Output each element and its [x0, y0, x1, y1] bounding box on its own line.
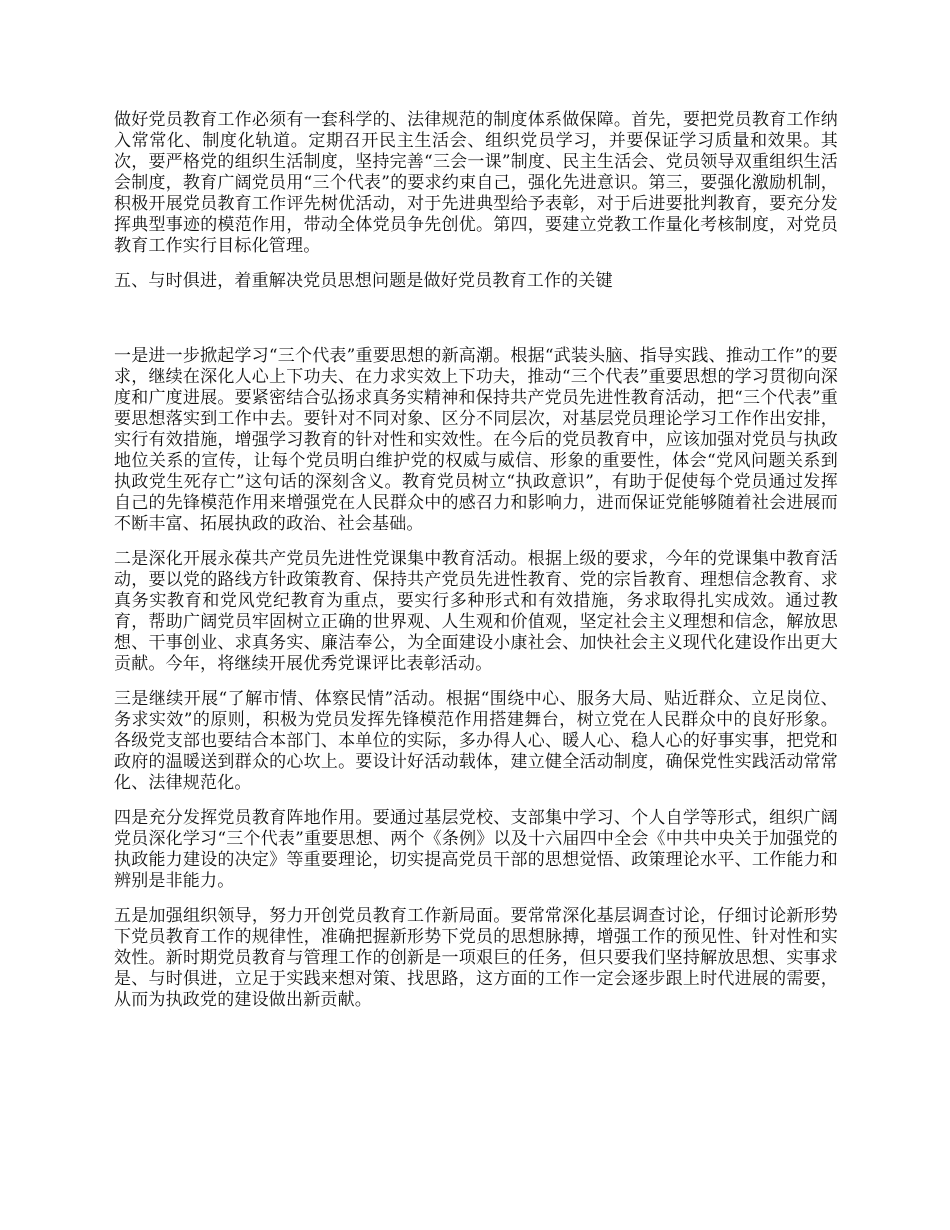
- paragraph-4: 四是充分发挥党员教育阵地作用。要通过基层党校、支部集中学习、个人自学等形式，组织广阔党员深化学习“三个代表”重要思想、两个《条例》以及十六届四中全会《中共中央关于加强党的执政能力建设的决定》等重要理论，切实提高党员干部的思想觉悟、政策理论水平、工作能力和辨别是非能力。: [114, 808, 838, 891]
- document-body: [114, 110, 838, 1025]
- intro-paragraph: 做好党员教育工作必须有一套科学的、法律规范的制度体系做保障。首先，要把党员教育工作纳入常常化、制度化轨道。定期召开民主生活会、组织党员学习，并要保证学习质量和效果。其次，要严格党的组织生活制度，坚持完善“三会一课”制度、民主生活会、党员领导双重组织生活会制度，教育广阔党员用“三个代表”的要求约束自己，强化先进意识。第三，要强化激励机制，积极开展党员教育工作评先树优活动，对于先进典型给予表彰，对于后进要批判教育，要充分发挥典型事迹的模范作用，带动全体党员争先创优。第四，要建立党教工作量化考核制度，对党员教育工作实行目标化管理。: [114, 110, 838, 256]
- section-spacer: [114, 306, 838, 346]
- paragraph-5: 五是加强组织领导，努力开创党员教育工作新局面。要常常深化基层调查讨论，仔细讨论新形势下党员教育工作的规律性，准确把握新形势下党员的思想脉搏，增强工作的预见性、针对性和实效性。新时期党员教育与管理工作的创新是一项艰巨的任务，但只要我们坚持解放思想、实事求是、与时俱进，立足于实践来想对策、找思路，这方面的工作一定会逐步跟上时代进展的需要，从而为执政党的建设做出新贡献。: [114, 906, 838, 1010]
- paragraph-1: 一是进一步掀起学习“三个代表”重要思想的新高潮。根据“武装头脑、指导实践、推动工作”的要求，继续在深化人心上下功夫、在力求实效上下功夫，推动“三个代表”重要思想的学习贯彻向深度和广度进展。要紧密结合弘扬求真务实精神和保持共产党员先进性教育活动，把“三个代表”重要思想落实到工作中去。要针对不同对象、区分不同层次，对基层党员理论学习工作作出安排，实行有效措施，增强学习教育的针对性和实效性。在今后的党员教育中，应该加强对党员与执政地位关系的宣传，让每个党员明白维护党的权威与威信、形象的重要性，体会“党风问题关系到执政党生死存亡”这句话的深刻含义。教育党员树立“执政意识”，有助于促使每个党员通过发挥自己的先锋模范作用来增强党在人民群众中的感召力和影响力，进而保证党能够随着社会进展而不断丰富、拓展执政的政治、社会基础。: [114, 346, 838, 534]
- paragraph-3: 三是继续开展“了解市情、体察民情”活动。根据“围绕中心、服务大局、贴近群众、立足岗位、务求实效”的原则，积极为党员发挥先锋模范作用搭建舞台，树立党在人民群众中的良好形象。各级党支部也要结合本部门、本单位的实际，多办得人心、暖人心、稳人心的好事实事，把党和政府的温暖送到群众的心坎上。要设计好活动载体，建立健全活动制度，确保党性实践活动常常化、法律规范化。: [114, 689, 838, 793]
- paragraph-2: 二是深化开展永葆共产党员先进性党课集中教育活动。根据上级的要求，今年的党课集中教育活动，要以党的路线方针政策教育、保持共产党员先进性教育、党的宗旨教育、理想信念教育、求真务实教育和党风党纪教育为重点，要实行多种形式和有效措施，务求取得扎实成效。通过教育，帮助广阔党员牢固树立正确的世界观、人生观和价值观，坚定社会主义理想和信念，解放思想、干事创业、求真务实、廉洁奉公，为全面建设小康社会、加快社会主义现代化建设作出更大贡献。今年，将继续开展优秀党课评比表彰活动。: [114, 549, 838, 674]
- section-heading: 五、与时俱进，着重解决党员思想问题是做好党员教育工作的关键: [114, 271, 613, 291]
